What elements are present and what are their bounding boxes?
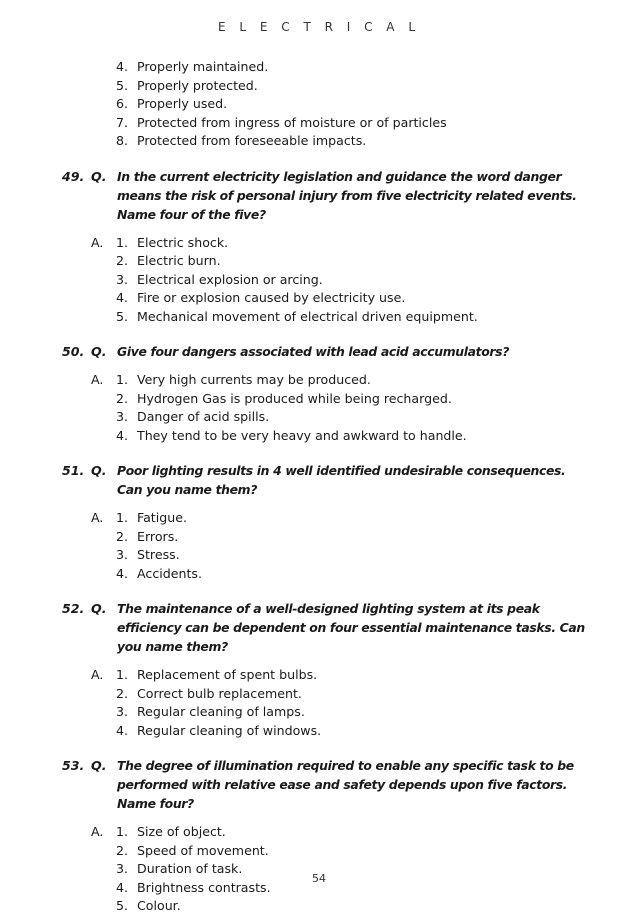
item-text: Fatigue.	[137, 510, 187, 525]
question-label: Q.	[91, 601, 107, 616]
list-item	[0, 685, 638, 704]
answer-label: A.	[91, 510, 104, 525]
question-block-53	[0, 756, 638, 916]
question-number: 50.	[62, 344, 85, 359]
question-label: Q.	[91, 758, 107, 773]
item-text: Protected from foreseeable impacts.	[137, 133, 367, 148]
list-item	[0, 823, 638, 842]
item-number: 1.	[115, 510, 128, 525]
item-text: Mechanical movement of electrical driven equipment.	[137, 308, 478, 324]
question-label: Q.	[91, 344, 107, 359]
page-content	[0, 58, 638, 916]
item-text: Protected from ingress of moisture or of particles	[137, 114, 447, 130]
question-block-51	[0, 461, 638, 583]
question-text: The degree of illumination required to enable any specific task to be performed with relative ease and safety depends upon five factors. Name four?	[117, 758, 574, 811]
item-text: Errors.	[137, 528, 179, 544]
question-line	[0, 342, 638, 361]
item-text: Correct bulb replacement.	[137, 685, 302, 701]
item-text: Size of object.	[137, 824, 226, 839]
list-item	[0, 427, 638, 446]
question-text: Poor lighting results in 4 well identified undesirable consequences. Can you name them?	[117, 463, 566, 497]
item-number: 2.	[115, 685, 128, 701]
item-number: 3.	[115, 271, 128, 287]
list-item	[0, 528, 638, 547]
answer-block	[0, 509, 638, 583]
item-text: Duration of task.	[137, 861, 243, 876]
answer-block	[0, 234, 638, 327]
item-number: 4.	[115, 565, 128, 581]
item-text: Properly maintained.	[137, 59, 269, 74]
item-number: 1.	[115, 824, 128, 839]
item-number: 6.	[115, 96, 128, 111]
item-text: Regular cleaning of windows.	[137, 722, 322, 738]
list-item	[0, 114, 638, 133]
item-text: Colour.	[137, 898, 181, 913]
list-item	[0, 390, 638, 409]
question-text: Give four dangers associated with lead acid accumulators?	[117, 344, 510, 359]
question-label: Q.	[91, 463, 107, 478]
item-text: Brightness contrasts.	[137, 879, 271, 895]
question-line	[0, 599, 638, 656]
item-text: Fire or explosion caused by electricity use.	[137, 290, 406, 305]
answer-list	[0, 234, 638, 327]
item-number: 3.	[115, 704, 128, 719]
item-number: 2.	[115, 528, 128, 544]
list-item	[0, 897, 638, 916]
item-number: 4.	[115, 290, 128, 305]
item-text: Very high currents may be produced.	[137, 372, 371, 387]
item-text: Hydrogen Gas is produced while being recharged.	[137, 390, 452, 406]
item-text: Accidents.	[137, 565, 202, 581]
item-text: Danger of acid spills.	[137, 409, 270, 424]
intro-list	[0, 58, 638, 151]
list-item	[0, 308, 638, 327]
item-number: 3.	[115, 861, 128, 876]
item-number: 4.	[115, 427, 128, 443]
answer-label: A.	[91, 667, 104, 682]
item-number: 3.	[115, 409, 128, 424]
question-block-52	[0, 599, 638, 740]
answer-list	[0, 371, 638, 445]
question-line	[0, 756, 638, 813]
item-text: Properly protected.	[137, 77, 258, 93]
list-item	[0, 703, 638, 722]
list-item	[0, 666, 638, 685]
list-item	[0, 408, 638, 427]
item-text: Electrical explosion or arcing.	[137, 271, 323, 287]
question-line	[0, 167, 638, 224]
list-item	[0, 546, 638, 565]
item-number: 5.	[115, 77, 128, 93]
item-text: Speed of movement.	[137, 842, 269, 858]
answer-list	[0, 509, 638, 583]
item-text: Regular cleaning of lamps.	[137, 704, 305, 719]
question-number: 52.	[62, 601, 85, 616]
question-label: Q.	[91, 168, 107, 184]
item-number: 7.	[115, 114, 128, 130]
running-header: E L E C T R I C A L	[217, 20, 421, 34]
item-number: 1.	[115, 667, 128, 682]
item-text: Electric shock.	[137, 234, 229, 250]
item-text: Properly used.	[137, 96, 228, 111]
question-line	[0, 461, 638, 499]
item-number: 1.	[115, 234, 128, 250]
list-item	[0, 289, 638, 308]
item-number: 3.	[115, 547, 128, 562]
item-text: Replacement of spent bulbs.	[137, 667, 318, 682]
answer-label: A.	[91, 372, 104, 387]
item-number: 2.	[115, 390, 128, 406]
list-item	[0, 842, 638, 861]
item-number: 4.	[115, 722, 128, 738]
answer-list	[0, 823, 638, 916]
list-item	[0, 509, 638, 528]
list-item	[0, 371, 638, 390]
item-number: 5.	[115, 308, 128, 324]
list-item	[0, 271, 638, 290]
item-text: Stress.	[137, 547, 180, 562]
question-number: 51.	[62, 463, 85, 478]
question-block-49	[0, 167, 638, 327]
item-number: 1.	[115, 372, 128, 387]
question-number: 49.	[62, 168, 85, 184]
answer-label: A.	[91, 824, 104, 839]
answer-label: A.	[91, 234, 104, 250]
answer-list	[0, 666, 638, 740]
list-item	[0, 252, 638, 271]
question-text: The maintenance of a well-designed lighting system at its peak efficiency can be dependent on four essential maintenance tasks. Can you name them?	[117, 601, 585, 654]
item-number: 2.	[115, 842, 128, 858]
item-number: 5.	[115, 898, 128, 913]
question-number: 53.	[62, 758, 85, 773]
item-number: 4.	[115, 879, 128, 895]
question-block-50	[0, 342, 638, 445]
item-number: 4.	[115, 59, 128, 74]
list-item	[0, 722, 638, 741]
answer-block	[0, 666, 638, 740]
item-number: 8.	[115, 133, 128, 148]
list-item	[0, 77, 638, 96]
page-number: 54	[312, 872, 326, 885]
answer-block	[0, 823, 638, 916]
list-item	[0, 95, 638, 114]
question-text: In the current electricity legislation and guidance the word danger means the risk of personal injury from five electricity related events. Name four of the five?	[117, 168, 577, 222]
list-item	[0, 565, 638, 584]
item-text: Electric burn.	[137, 253, 221, 268]
item-number: 2.	[115, 253, 128, 268]
answer-block	[0, 371, 638, 445]
item-text: They tend to be very heavy and awkward to handle.	[137, 427, 467, 443]
list-item	[0, 58, 638, 77]
list-item	[0, 132, 638, 151]
list-item	[0, 234, 638, 253]
